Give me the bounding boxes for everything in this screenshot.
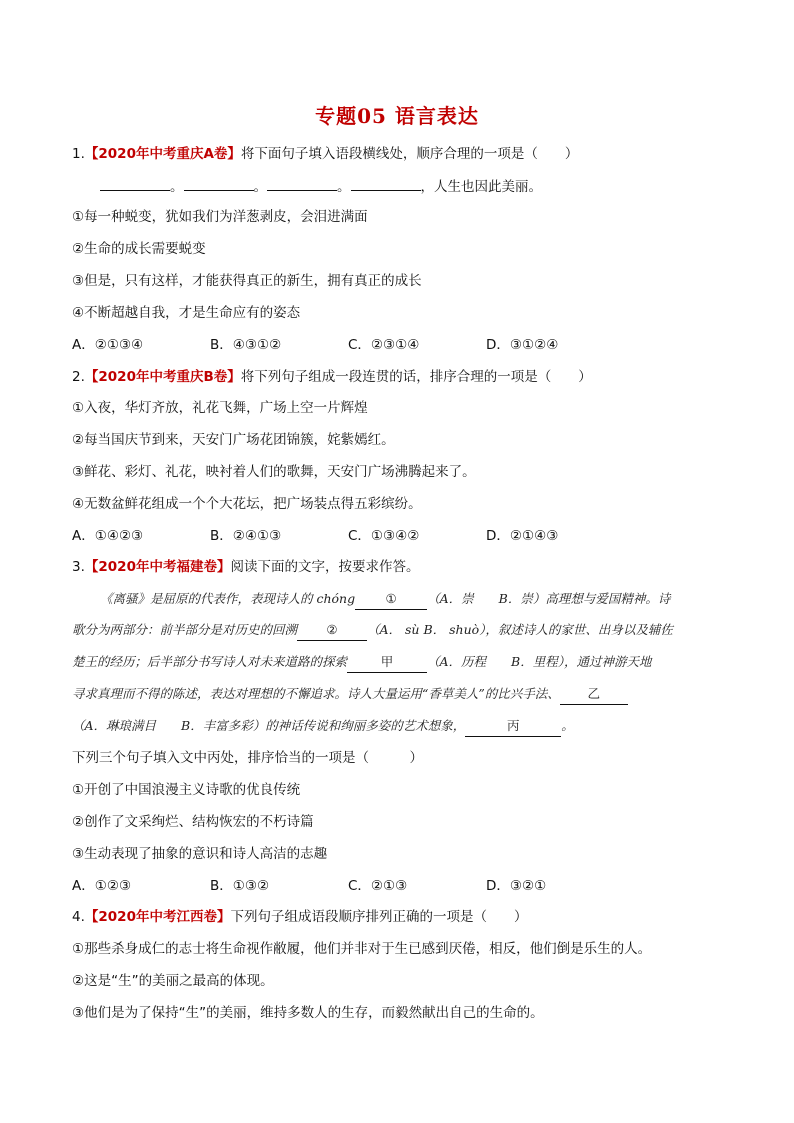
page-title: 专题05 语言表达 [315, 104, 479, 128]
answer-blank[interactable]: ② [297, 620, 367, 641]
answer-blank[interactable]: 乙 [560, 684, 628, 705]
option-d[interactable]: D．②①④③ [486, 528, 559, 544]
option-b[interactable]: B．④③①② [210, 337, 282, 353]
option-a[interactable]: A．②①③④ [72, 337, 144, 353]
list-item: ①入夜，华灯齐放，礼花飞舞，广场上空一片辉煌 [72, 400, 368, 416]
answer-options [72, 335, 558, 355]
list-item: ④不断超越自我，才是生命应有的姿态 [72, 305, 301, 321]
list-item: ②生命的成长需要蜕变 [72, 241, 206, 257]
option-a[interactable]: A．①④②③ [72, 528, 144, 544]
list-item: ③但是，只有这样，才能获得真正的新生，拥有真正的成长 [72, 273, 422, 289]
list-item: ③他们是为了保持“生”的美丽，维持多数人的生存，而毅然献出自己的生命的。 [72, 1005, 544, 1021]
answer-blank[interactable]: 丙 [465, 716, 561, 737]
option-d[interactable]: D．③①②④ [486, 337, 559, 353]
question-number: 3. [72, 559, 85, 575]
question-source: 【2020年中考重庆A卷】 [84, 146, 241, 162]
answer-blank[interactable]: 甲 [347, 652, 427, 673]
option-a[interactable]: A．①②③ [72, 878, 132, 894]
option-b[interactable]: B．①③② [210, 878, 270, 894]
passage-line: 《离骚》是屈原的代表作，表现诗人的 chóng ① （A．崇 B．崇）高理想与爱国精神。诗 [100, 589, 722, 610]
passage-line: 歌分为两部分：前半部分是对历史的回溯 ② （A． sù B． shuò），叙述诗人的家世、出身以及辅佐 [72, 620, 722, 641]
list-item: ②这是“生”的美丽之最高的体现。 [72, 973, 274, 989]
passage-line: 寻求真理而不得的陈述，表达对理想的不懈追求。诗人大量运用“香草美人”的比兴手法、 乙 [72, 684, 722, 705]
list-item: ①每一种蜕变，犹如我们为洋葱剥皮，会泪进满面 [72, 209, 368, 225]
answer-blank[interactable]: ① [355, 589, 427, 610]
question-number: 2. [72, 369, 85, 385]
list-item: ④无数盆鲜花组成一个个大花坛，把广场装点得五彩缤纷。 [72, 496, 422, 512]
answer-blank[interactable] [184, 176, 254, 191]
option-d[interactable]: D．③②① [486, 878, 547, 894]
list-item: ③生动表现了抽象的意识和诗人高洁的志趣 [72, 846, 328, 862]
list-item: ①开创了中国浪漫主义诗歌的优良传统 [72, 782, 301, 798]
question-2-stem [72, 367, 592, 387]
question-source: 【2020年中考福建卷】 [84, 559, 231, 575]
list-item: ②每当国庆节到来，天安门广场花团锦簇，姹紫嫣红。 [72, 432, 395, 448]
question-number: 1. [72, 146, 85, 162]
answer-blank[interactable] [351, 176, 421, 191]
option-c[interactable]: C．②①③ [348, 878, 408, 894]
question-1-stem [72, 144, 578, 164]
question-text: 将下列句子组成一段连贯的话，排序合理的一项是（ ） [240, 369, 592, 385]
list-item: ①那些杀身成仁的志士将生命视作敝履，他们并非对于生已感到厌倦，相反，他们倒是乐生的人。 [72, 941, 652, 957]
answer-blank[interactable] [267, 176, 337, 191]
question-number: 4. [72, 909, 85, 925]
question-3-substem: 下列三个句子填入文中丙处，排序恰当的一项是（ ） [72, 750, 423, 766]
question-1-blanks: 。 。 。 ，人生也因此美丽。 [100, 176, 542, 197]
question-text: 将下面句子填入语段横线处，顺序合理的一项是（ ） [240, 146, 579, 162]
list-item: ②创作了文采绚烂、结构恢宏的不朽诗篇 [72, 814, 314, 830]
question-text: 下列句子组成语段顺序排列正确的一项是（ ） [230, 909, 528, 925]
question-source: 【2020年中考江西卷】 [84, 909, 231, 925]
option-c[interactable]: C．①③④② [348, 528, 420, 544]
question-3-stem [72, 557, 419, 577]
option-b[interactable]: B．②④①③ [210, 528, 282, 544]
passage-line: （A．琳琅满目 B．丰富多彩）的神话传说和绚丽多姿的艺术想象， 丙 。 [72, 716, 722, 737]
question-4-stem [72, 907, 527, 927]
answer-options [72, 876, 546, 896]
passage-line: 楚王的经历；后半部分书写诗人对未来道路的探索 甲 （A．历程 B．里程），通过神游天地 [72, 652, 722, 673]
answer-blank[interactable] [100, 176, 170, 191]
list-item: ③鲜花、彩灯、礼花，映衬着人们的歌舞，天安门广场沸腾起来了。 [72, 464, 476, 480]
answer-options [72, 526, 558, 546]
question-source: 【2020年中考重庆B卷】 [84, 369, 241, 385]
option-c[interactable]: C．②③①④ [348, 337, 420, 353]
question-text: 阅读下面的文字，按要求作答。 [230, 559, 420, 575]
